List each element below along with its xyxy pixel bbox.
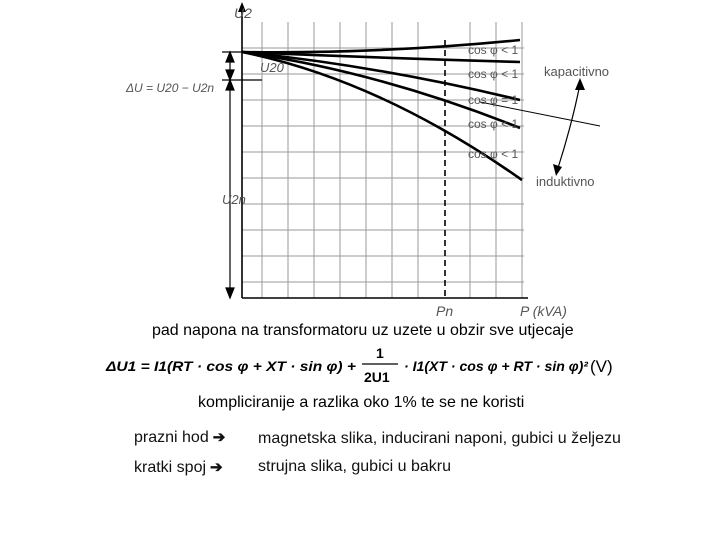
curve-label-5: cos φ < 1	[468, 147, 519, 161]
formula-denominator: 2U1	[364, 369, 390, 385]
curve-label-4: cos φ < 1	[468, 117, 519, 131]
right-arrow-icon: ➔	[210, 459, 223, 476]
u20-label: U20	[260, 60, 284, 75]
u2n-label: U2n	[222, 192, 246, 207]
formula-rhs: · I1(XT · cos φ + RT · sin φ)²	[404, 358, 589, 374]
row-prazni-hod-description: magnetska slika, inducirani naponi, gubici u željezu	[258, 430, 621, 447]
formula-lhs: ΔU1 = I1(RT · cos φ + XT · sin φ) +	[104, 358, 356, 374]
right-arrow-icon: ➔	[212, 429, 226, 446]
formula-unit: (V)	[590, 357, 613, 376]
kapacitivno-label: kapacitivno	[544, 64, 610, 79]
x-axis-label: P (kVA)	[520, 303, 567, 319]
pn-label: Pn	[436, 303, 454, 319]
voltage-drop-formula	[106, 344, 626, 388]
row-label: prazni hod	[134, 429, 209, 446]
y-axis-label: U2	[234, 5, 252, 21]
row-kratki-spoj	[134, 458, 223, 477]
caption-mid: kompliciranije a razlika oko 1% te se ne koristi	[198, 394, 525, 411]
caption-top: pad napona na transformatoru uz uzete u obzir sve utjecaje	[152, 322, 574, 339]
kapacitivno-induktivno-arrow	[558, 84, 580, 168]
delta-u-label: ΔU = U20 − U2n	[126, 81, 215, 95]
row-kratki-spoj-description: strujna slika, gubici u bakru	[258, 458, 451, 475]
row-label: kratki spoj	[134, 459, 207, 476]
curve-label-2: cos φ < 1	[468, 67, 519, 81]
curve-label-3: cos φ = 1	[468, 93, 519, 107]
induktivno-label: induktivno	[536, 174, 595, 189]
row-prazni-hod	[134, 428, 225, 447]
curve-label-1: cos φ < 1	[468, 43, 519, 57]
arrowhead-up-icon	[575, 78, 585, 90]
formula-numerator: 1	[376, 345, 384, 361]
